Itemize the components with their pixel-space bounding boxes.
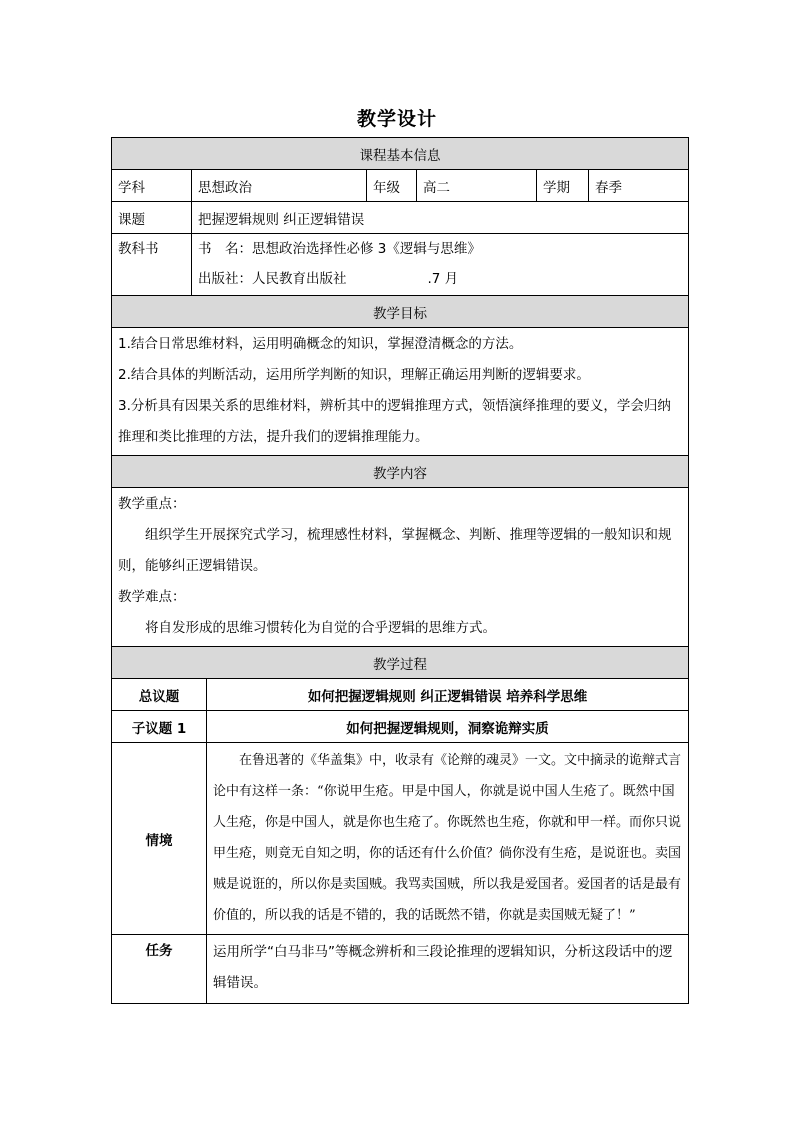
section-header-basic-info: 课程基本信息: [112, 138, 689, 170]
task-label: 任务: [112, 935, 207, 1004]
sub-topic-label: 子议题 1: [112, 711, 207, 743]
subject-label: 学科: [112, 170, 192, 202]
grade-value: 高二: [417, 170, 537, 202]
task-text: 运用所学“白马非马”等概念辨析和三段论推理的逻辑知识，分析这段话中的逻辑错误。: [207, 935, 689, 1004]
goals-list: [112, 328, 689, 456]
document-title: 教学设计: [356, 108, 437, 130]
term-value: 春季: [589, 170, 689, 202]
lesson-plan-table: [111, 137, 689, 1004]
textbook-name: 书 名：思想政治选择性必修 3《逻辑与思维》: [198, 241, 481, 257]
section-header-goals: 教学目标: [112, 296, 689, 328]
goal-item-1: 1.结合日常思维材料，运用明确概念的知识，掌握澄清概念的方法。: [118, 336, 523, 352]
subject-value: 思想政治: [192, 170, 367, 202]
key-points-label: 教学重点：: [118, 496, 186, 512]
term-label: 学期: [537, 170, 589, 202]
goal-item-3: 3.分析具有因果关系的思维材料，辨析其中的逻辑推理方式，领悟演绎推理的要义，学会归纳推理和类比推理的方法，提升我们的逻辑推理能力。: [118, 398, 671, 445]
textbook-label: [112, 234, 192, 296]
context-label: 情境: [112, 743, 207, 935]
textbook-label-text: 教科书: [118, 241, 159, 257]
sub-topic-value: 如何把握逻辑规则，洞察诡辩实质: [207, 711, 689, 743]
topic-label: 课题: [112, 202, 192, 234]
difficult-points-text: 将自发形成的思维习惯转化为自觉的合乎逻辑的思维方式。: [145, 620, 496, 636]
topic-value: 把握逻辑规则 纠正逻辑错误: [192, 202, 689, 234]
difficult-points-label: 教学难点：: [118, 589, 186, 605]
section-header-content: 教学内容: [112, 456, 689, 488]
key-points-text: 组织学生开展探究式学习，梳理感性材料，掌握概念、判断、推理等逻辑的一般知识和规则，能够纠正逻辑错误。: [118, 527, 672, 574]
context-text: 在鲁迅著的《华盖集》中，收录有《论辩的魂灵》一文。文中摘录的诡辩式言论中有这样一条：“你说甲生疮。甲是中国人，你就是说中国人生疮了。既然中国人生疮，你是中国人，就是你也生疮了。你既然也生疮，你就和甲一样。而你只说甲生疮，则竟无自知之明，你的话还有什么价值？倘你没有生疮，是说诳也。卖国贼是说诳的，所以你是卖国贼。我骂卖国贼，所以我是爱国者。爱国者的话是最有价值的，所以我的话是不错的，我的话既然不错，你就是卖国贼无疑了！”: [207, 743, 689, 935]
textbook-info: [192, 234, 689, 296]
content-body: [112, 488, 689, 647]
main-topic-label: 总议题: [112, 679, 207, 711]
goal-item-2: 2.结合具体的判断活动，运用所学判断的知识，理解正确运用判断的逻辑要求。: [118, 367, 590, 383]
grade-label: 年级: [367, 170, 417, 202]
main-topic-value: 如何把握逻辑规则 纠正逻辑错误 培养科学思维: [207, 679, 689, 711]
textbook-publisher: 出版社：人民教育出版社 .7 月: [198, 271, 459, 287]
section-header-process: 教学过程: [112, 647, 689, 679]
